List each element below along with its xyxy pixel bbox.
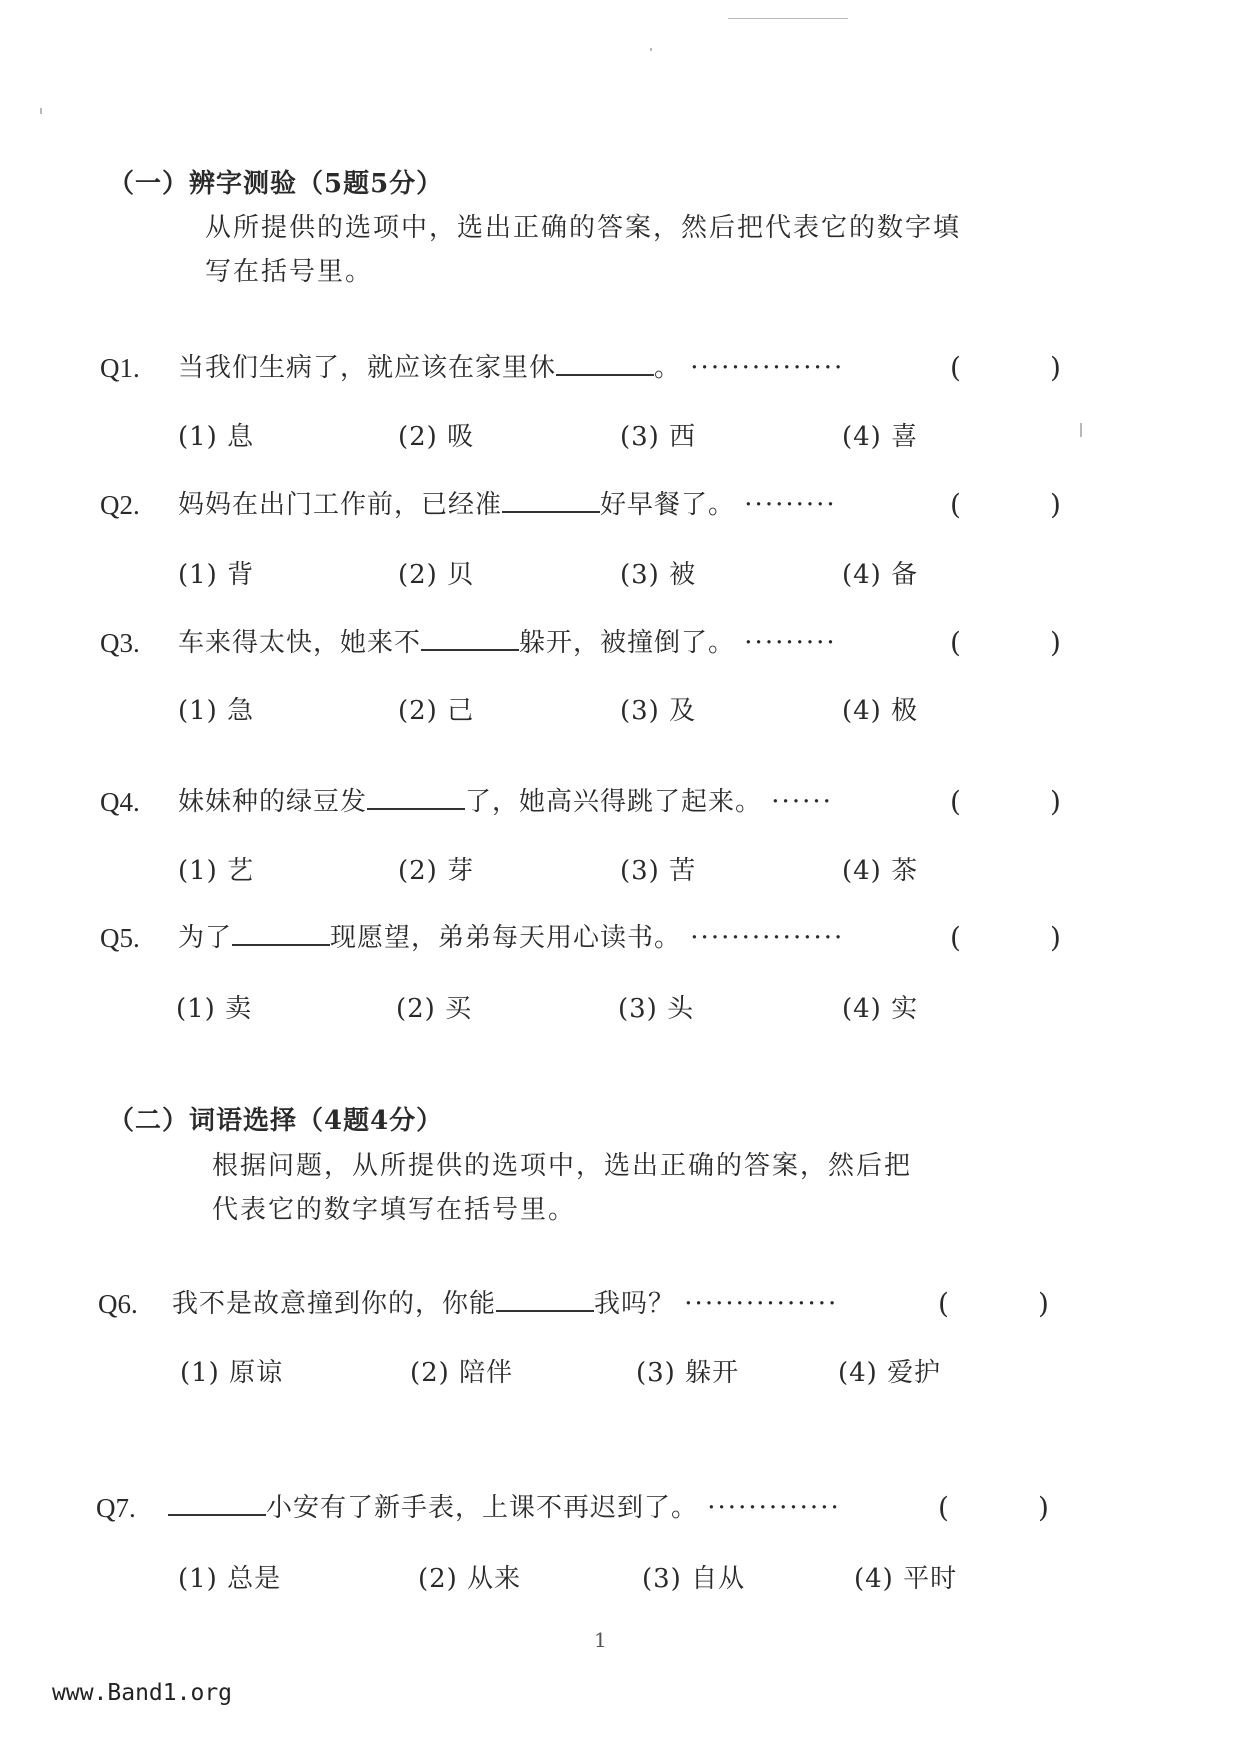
question-number: Q3. <box>100 628 140 658</box>
answer-blank <box>367 784 465 810</box>
leader-dots: ······ <box>771 787 833 817</box>
question-number: Q2. <box>100 490 140 520</box>
scan-mark-top <box>728 18 848 19</box>
option-q5-1: (1) 卖 <box>176 994 253 1024</box>
question-text-after: 我吗？ <box>594 1289 676 1319</box>
option-q3-1: (1) 急 <box>178 696 255 726</box>
leader-dots: ········· <box>744 490 837 520</box>
question-text-after: 现愿望，弟弟每天用心读书。 <box>330 923 682 953</box>
option-q7-3: (3) 自从 <box>642 1564 746 1594</box>
answer-paren-close: ) <box>1038 1287 1049 1320</box>
section2-title: （二）词语选择（4题4分） <box>108 1106 444 1136</box>
answer-paren-open: ( <box>950 785 961 818</box>
question-text <box>172 1286 838 1322</box>
question-number: Q4. <box>100 787 140 817</box>
leader-dots: ··············· <box>684 1289 839 1319</box>
leader-dots: ··············· <box>690 353 845 383</box>
option-q6-2: (2) 陪伴 <box>410 1358 514 1388</box>
question-text-after: 了，她高兴得跳了起来。 <box>465 787 763 817</box>
answer-paren-open: ( <box>938 1287 949 1320</box>
question-text-before: 为了 <box>178 923 233 953</box>
section2-instructions <box>212 1144 1092 1232</box>
section1-instructions <box>205 206 1105 294</box>
option-q2-1: (1) 背 <box>178 560 255 590</box>
question-text <box>178 625 837 661</box>
question-text-before: 当我们生病了，就应该在家里休 <box>178 353 557 383</box>
leader-dots: ············· <box>707 1493 841 1523</box>
question-text-before: 妹妹种的绿豆发 <box>178 787 368 817</box>
option-q3-3: (3) 及 <box>620 696 697 726</box>
question-q4 <box>100 784 1080 820</box>
question-number: Q7. <box>96 1493 136 1523</box>
question-text-before: 妈妈在出门工作前，已经准 <box>178 490 503 520</box>
option-q6-1: (1) 原谅 <box>180 1358 284 1388</box>
question-number: Q5. <box>100 923 140 953</box>
question-q6 <box>98 1286 1078 1322</box>
section2-instruction-line1: 根据问题，从所提供的选项中，选出正确的答案，然后把 <box>212 1151 913 1181</box>
option-q4-2: (2) 芽 <box>398 856 475 886</box>
option-q1-1: (1) 息 <box>178 422 255 452</box>
question-text-after: 好早餐了。 <box>600 490 736 520</box>
answer-paren-open: ( <box>950 351 961 384</box>
answer-blank <box>502 487 600 513</box>
scan-mark-dot <box>40 108 42 114</box>
option-q6-3: (3) 躲开 <box>636 1358 740 1388</box>
question-text <box>178 920 844 956</box>
answer-blank <box>232 920 330 946</box>
option-q4-4: (4) 茶 <box>842 856 919 886</box>
option-q5-2: (2) 买 <box>396 994 473 1024</box>
section1-instruction-line1: 从所提供的选项中，选出正确的答案，然后把代表它的数字填 <box>205 213 962 243</box>
option-q5-3: (3) 头 <box>618 994 695 1024</box>
answer-paren-close: ) <box>1050 351 1061 384</box>
option-q2-2: (2) 贝 <box>398 560 475 590</box>
option-q3-4: (4) 极 <box>842 696 919 726</box>
scan-mark-dot <box>650 48 652 51</box>
question-text-before: 我不是故意撞到你的，你能 <box>172 1289 497 1319</box>
answer-blank <box>556 350 654 376</box>
question-text <box>168 1490 841 1526</box>
question-q1 <box>100 350 1080 386</box>
section1-instruction-line2: 写在括号里。 <box>205 257 374 287</box>
option-q2-3: (3) 被 <box>620 560 697 590</box>
section1-title: （一）辨字测验（5题5分） <box>108 169 444 199</box>
answer-blank <box>168 1490 266 1516</box>
question-number: Q6. <box>98 1289 138 1319</box>
answer-paren-open: ( <box>950 488 961 521</box>
question-text <box>178 350 844 386</box>
answer-paren-open: ( <box>950 626 961 659</box>
section2-instruction-line2: 代表它的数字填写在括号里。 <box>212 1195 577 1225</box>
answer-paren-close: ) <box>1050 921 1061 954</box>
question-text-after: 躲开，被撞倒了。 <box>519 628 736 658</box>
option-q1-4: (4) 喜 <box>842 422 919 452</box>
question-number: Q1. <box>100 353 140 383</box>
answer-blank <box>421 625 519 651</box>
answer-paren-close: ) <box>1038 1491 1049 1524</box>
option-q5-4: (4) 实 <box>842 994 919 1024</box>
option-q7-2: (2) 从来 <box>418 1564 522 1594</box>
answer-blank <box>496 1286 594 1312</box>
question-q5 <box>100 920 1080 956</box>
leader-dots: ········· <box>744 628 837 658</box>
option-q4-1: (1) 艺 <box>178 856 255 886</box>
question-q2 <box>100 487 1080 523</box>
option-q4-3: (3) 苦 <box>620 856 697 886</box>
option-q2-4: (4) 备 <box>842 560 919 590</box>
answer-paren-close: ) <box>1050 488 1061 521</box>
question-text <box>178 487 837 523</box>
answer-paren-close: ) <box>1050 626 1061 659</box>
question-text-after: 。 <box>654 353 682 383</box>
question-text-before: 车来得太快，她来不 <box>178 628 422 658</box>
watermark: www.Band1.org <box>52 1680 233 1706</box>
option-q1-3: (3) 西 <box>620 422 697 452</box>
answer-paren-open: ( <box>938 1491 949 1524</box>
question-q3 <box>100 625 1080 661</box>
answer-paren-close: ) <box>1050 785 1061 818</box>
option-q7-4: (4) 平时 <box>854 1564 958 1594</box>
page-number: 1 <box>594 1628 607 1652</box>
option-q3-2: (2) 己 <box>398 696 475 726</box>
answer-paren-open: ( <box>950 921 961 954</box>
question-q7 <box>96 1490 1076 1526</box>
question-text-after: 小安有了新手表，上课不再迟到了。 <box>266 1493 699 1523</box>
scan-mark-dot <box>1080 423 1082 437</box>
question-text <box>178 784 833 820</box>
option-q6-4: (4) 爱护 <box>838 1358 942 1388</box>
option-q1-2: (2) 吸 <box>398 422 475 452</box>
option-q7-1: (1) 总是 <box>178 1564 282 1594</box>
leader-dots: ··············· <box>690 923 845 953</box>
